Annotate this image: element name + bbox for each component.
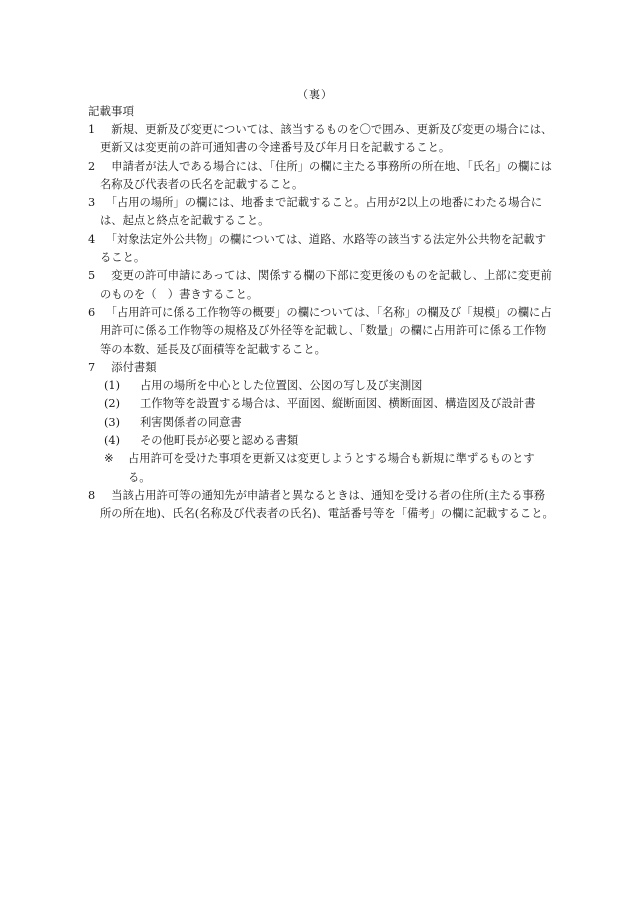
list-item-8 xyxy=(88,487,554,524)
list-item-4 xyxy=(88,231,554,268)
item-text: 変更の許可申請にあっては、関係する欄の下部に変更後のものを記載し、上部に変更前のものを（ ）書きすること。 xyxy=(100,269,552,301)
attachment-item-2 xyxy=(88,395,554,413)
item-text: 当該占用許可等の通知先が申請者と異なるときは、通知を受ける者の住所(主たる事務所の所在地)、氏名(名称及び代表者の氏名)、電話番号等を「備考」の欄に記載すること。 xyxy=(100,488,554,521)
item-number: 6 xyxy=(88,305,96,319)
attachment-text: 工作物等を設置する場合は、平面図、縦断面図、横断面図、構造図及び設計書 xyxy=(140,397,536,411)
attachment-item-3 xyxy=(88,414,554,432)
item-text: 新規、更新及び変更については、該当するものを〇で囲み、更新及び変更の場合には、更新又は変更前の許可通知書の令達番号及び年月日を記載すること。 xyxy=(100,123,553,155)
page-side-label: （裏） xyxy=(297,88,333,101)
item-text: 「対象法定外公共物」の欄については、道路、水路等の該当する法定外公共物を記載すること。 xyxy=(100,232,547,265)
item-number: 1 xyxy=(88,123,96,136)
list-item-3 xyxy=(88,194,554,231)
note-text: 占用許可を受けた事項を更新又は変更しようとする場合も新規に準ずるものとする。 xyxy=(128,452,535,484)
item-number: 4 xyxy=(88,232,96,246)
section-heading: 記載事項 xyxy=(88,104,134,118)
item-text: 「占用の場所」の欄には、地番まで記載すること。占用が2以上の地番にわたる場合には、起点と終点を記載すること。 xyxy=(100,196,543,228)
item-number: 5 xyxy=(88,269,96,283)
item-number: 2 xyxy=(88,159,96,173)
item-text: 申請者が法人である場合には、「住所」の欄に主たる事務所の所在地、「氏名」の欄には名称及び代表者の氏名を記載すること。 xyxy=(100,159,552,191)
item-list xyxy=(88,121,554,524)
list-item-2 xyxy=(88,158,554,195)
item-text: 添付書類 xyxy=(100,360,157,374)
item-number: 3 xyxy=(88,196,96,210)
attachment-number: (1) xyxy=(104,379,121,393)
note xyxy=(88,450,554,487)
attachment-text: その他町長が必要と認める書類 xyxy=(140,434,299,448)
note-mark-icon: ※ xyxy=(104,452,114,466)
list-item-5 xyxy=(88,267,554,304)
attachment-number: (4) xyxy=(104,434,121,448)
attachment-number: (2) xyxy=(104,397,121,411)
list-item-1 xyxy=(88,121,554,158)
item-text: 「占用許可に係る工作物等の概要」の欄については、「名称」の欄及び「規模」の欄に占用許可に係る工作物等の規格及び外径等を記載し、「数量」の欄に占用許可に係る工作物等の本数、延長及び面積等を記載すること。 xyxy=(100,305,552,356)
list-item-7 xyxy=(88,359,554,487)
item-number: 8 xyxy=(88,488,96,502)
list-item-6 xyxy=(88,304,554,359)
attachment-item-4 xyxy=(88,432,554,450)
attachment-text: 占用の場所を中心とした位置図、公図の写し及び実測図 xyxy=(140,379,423,393)
attachment-text: 利害関係者の同意書 xyxy=(140,415,242,429)
item-number: 7 xyxy=(88,360,96,374)
attachment-number: (3) xyxy=(104,415,121,429)
attachment-item-1 xyxy=(88,377,554,395)
